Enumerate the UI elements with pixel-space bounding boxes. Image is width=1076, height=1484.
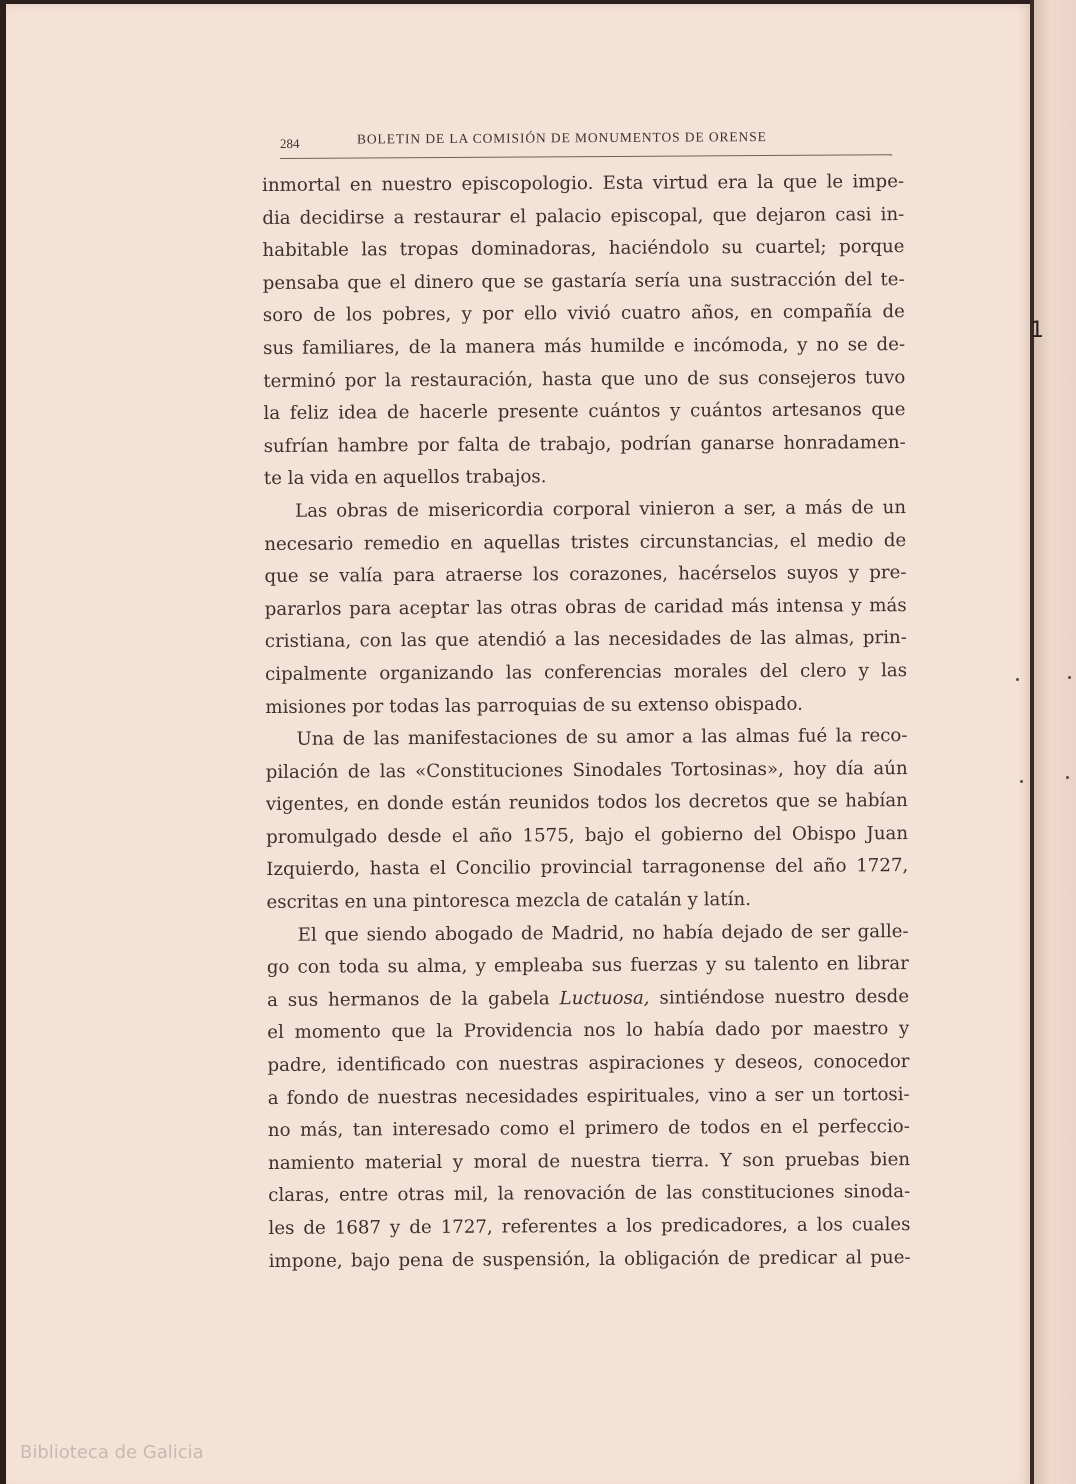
- text-line: claras, entre otras mil, la renovación de las constituciones sinoda-: [268, 1181, 911, 1207]
- text-line: Izquierdo, hasta el Concilio provincial tarragonense del año 1727,: [266, 855, 909, 881]
- text-segment: a sus hermanos de la gabela: [267, 988, 550, 1011]
- text-line: namiento material y moral de nuestra tierra. Y son pruebas bien: [268, 1148, 911, 1174]
- text-line: a fondo de nuestras necesidades espirituales, vino a ser un tortosi-: [267, 1083, 910, 1109]
- text-line: dia decidirse a restaurar el palacio episcopal, que dejaron casi in-: [262, 203, 905, 229]
- text-line: sufrían hambre por falta de trabajo, podrían ganarse honradamen-: [263, 431, 906, 457]
- text-line: terminó por la restauración, hasta que uno de sus consejeros tuvo: [263, 366, 906, 392]
- text-line: pilación de las «Constituciones Sinodales Tortosinas», hoy día aún: [265, 757, 908, 783]
- adjacent-page-edge: [1034, 0, 1076, 1484]
- text-line: les de 1687 y de 1727, referentes a los predicadores, a los cuales: [268, 1214, 911, 1239]
- text-line: el momento que la Providencia nos lo había dado por maestro y: [267, 1018, 910, 1044]
- text-line: escritas en una pintoresca mezcla de catalán y latín.: [266, 889, 752, 914]
- library-watermark: Biblioteca de Galicia: [20, 1442, 204, 1463]
- speck-mark: [1066, 776, 1069, 779]
- body-text: [262, 166, 911, 1278]
- text-line: que se valía para atraerse los corazones, hacérselos suyos y pre-: [264, 562, 907, 588]
- text-line: sus familiares, de la manera más humilde e incómoda, y no se de-: [263, 334, 906, 359]
- text-line: cristiana, con las que atendió a las necesidades de las almas, prin-: [264, 627, 907, 653]
- text-line: te la vida en aquellos trabajos.: [263, 466, 547, 490]
- text-line: inmortal en nuestro episcopologio. Esta virtud era la que le impe-: [262, 171, 905, 196]
- speck-mark: [1016, 678, 1019, 681]
- text-line: pensaba que el dinero que se gastaría sería una sustracción del te-: [262, 268, 905, 294]
- text-line: no más, tan interesado como el primero de todos en el perfeccio-: [267, 1116, 910, 1142]
- text-line-with-italic: [267, 981, 909, 1018]
- text-line: necesario remedio en aquellas tristes circunstancias, el medio de: [264, 529, 907, 555]
- text-line: Una de las manifestaciones de su amor a las almas fué la reco-: [296, 725, 908, 750]
- italic-term-luctuosa: Luctuosa,: [559, 987, 650, 1010]
- text-line: Las obras de misericordia corporal vinieron a ser, a más de un: [295, 497, 907, 522]
- text-line: la feliz idea de hacerle presente cuántos y cuántos artesanos que: [263, 399, 906, 425]
- speck-mark: [1068, 676, 1071, 679]
- text-line: cipalmente organizando las conferencias morales del clero y las: [265, 659, 908, 685]
- text-segment: sintiéndose nuestro desde: [659, 985, 910, 1009]
- page-number: 284: [279, 135, 300, 151]
- margin-pencil-mark: 1: [1030, 318, 1044, 343]
- text-line: vigentes, en donde están reunidos todos los decretos que se habían: [265, 790, 908, 816]
- text-line: soro de los pobres, y por ello vivió cuatro años, en compañía de: [262, 301, 905, 327]
- text-line: El que siendo abogado de Madrid, no había dejado de ser galle-: [297, 920, 909, 946]
- text-line: padre, identificado con nuestras aspiraciones y deseos, conocedor: [267, 1051, 910, 1077]
- page-header: [280, 124, 892, 159]
- text-line: promulgado desde el año 1575, bajo el gobierno del Obispo Juan: [266, 822, 909, 848]
- text-line: impone, bajo pena de suspensión, la obligación de predicar al pue-: [268, 1246, 911, 1272]
- running-title: BOLETIN DE LA COMISIÓN DE MONUMENTOS DE ORENSE: [356, 129, 767, 147]
- speck-mark: [1020, 780, 1023, 783]
- text-line: pararlos para aceptar las otras obras de caridad más intensa y más: [264, 594, 907, 620]
- text-line: habitable las tropas dominadoras, haciéndolo su cuartel; porque: [262, 236, 905, 262]
- text-line: misiones por todas las parroquias de su extenso obispado.: [265, 693, 803, 718]
- text-line: go con toda su alma, y empleaba sus fuerzas y su talento en librar: [266, 953, 909, 979]
